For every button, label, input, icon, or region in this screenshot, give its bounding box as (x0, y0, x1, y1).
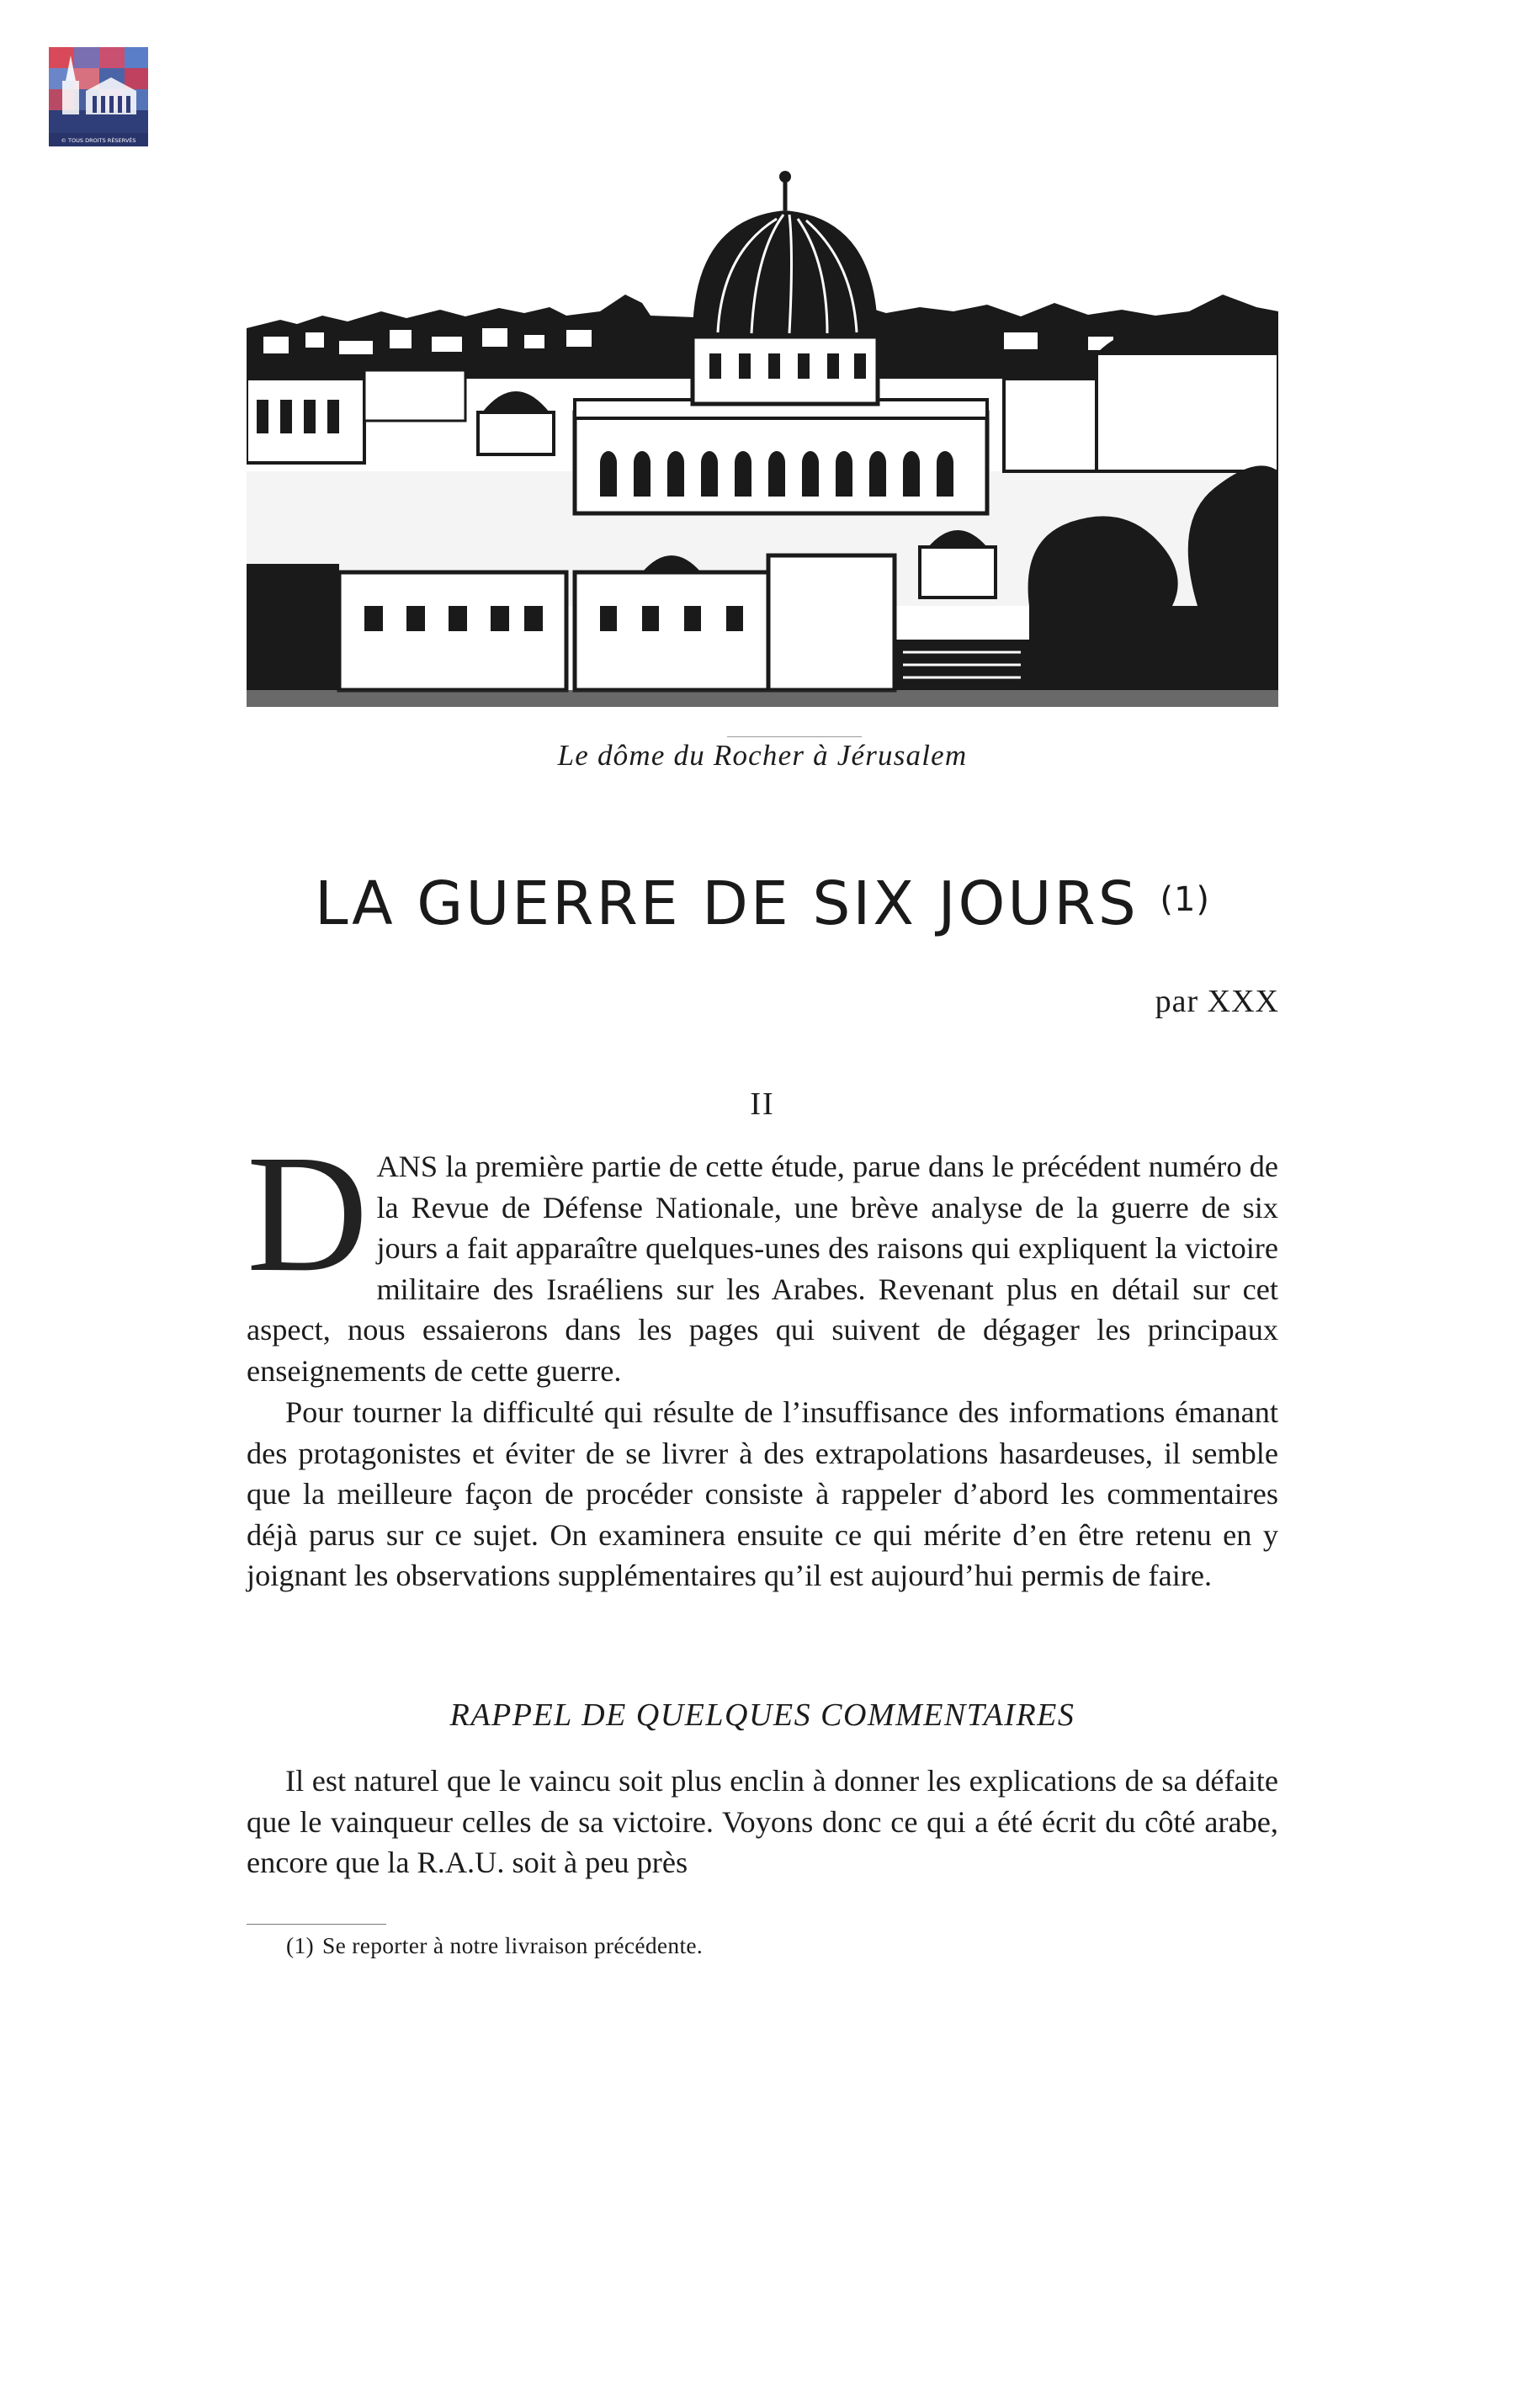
library-building-logo-icon (49, 47, 148, 146)
footnote-mark: (1) (286, 1932, 314, 1958)
footnote-rule (247, 1924, 386, 1925)
library-logo (49, 47, 148, 146)
dome-of-the-rock-illustration (247, 168, 1278, 707)
article-byline: par XXX (1155, 984, 1279, 1019)
title-footnote-ref[interactable]: (1) (1160, 880, 1211, 919)
drop-cap: D (247, 1121, 369, 1307)
paragraph-3: Il est naturel que le vaincu soit plus enclin à donner les explications de sa défaite que le vainqueur celles de sa victoire. Voyons donc ce qui a été écrit du côté arabe, encore que la R.A.U. soit à peu près (247, 1764, 1278, 1879)
paragraph-1 (247, 1121, 1278, 1391)
footnote-text: Se reporter à notre livraison précédente. (321, 1932, 704, 1958)
section-subheading: RAPPEL DE QUELQUES COMMENTAIRES (449, 1697, 1075, 1733)
article-title-text: LA GUERRE DE SIX JOURS (314, 868, 1139, 938)
article-title (247, 868, 1278, 938)
figure-caption: Le dôme du Rocher à Jérusalem (557, 739, 968, 772)
logo-rights-text: © TOUS DROITS RÉSERVÉS (61, 137, 136, 144)
dome-of-the-rock-illustration-icon (247, 168, 1278, 707)
section-number: II (750, 1086, 775, 1122)
caption-rule (727, 736, 862, 737)
footnote (286, 1932, 703, 1959)
paragraph-2: Pour tourner la difficulté qui résulte de l’insuffisance des informations émanant des protagonistes et éviter de se livrer à des extrapolations hasardeuses, il semble que la meilleure façon de procéder consiste à rappeler d’abord les commentaires déjà parus sur ce sujet. On examinera ensuite ce qui mérite d’en être retenu en y joignant les observations supplémentaires qu’il est aujourd’hui permis de faire. (247, 1395, 1278, 1592)
paragraph-1-text: ANS la première partie de cette étude, parue dans le précédent numéro de la Revue de Défense Nationale, une brève analyse de la guerre de six jours a fait apparaître quelques-unes des raisons qui expliquent la victoire militaire des Israéliens sur les Arabes. Revenant plus en détail sur cet aspect, nous essaierons dans les pages qui suivent de dégager les principaux enseignements de cette guerre. (247, 1150, 1278, 1388)
